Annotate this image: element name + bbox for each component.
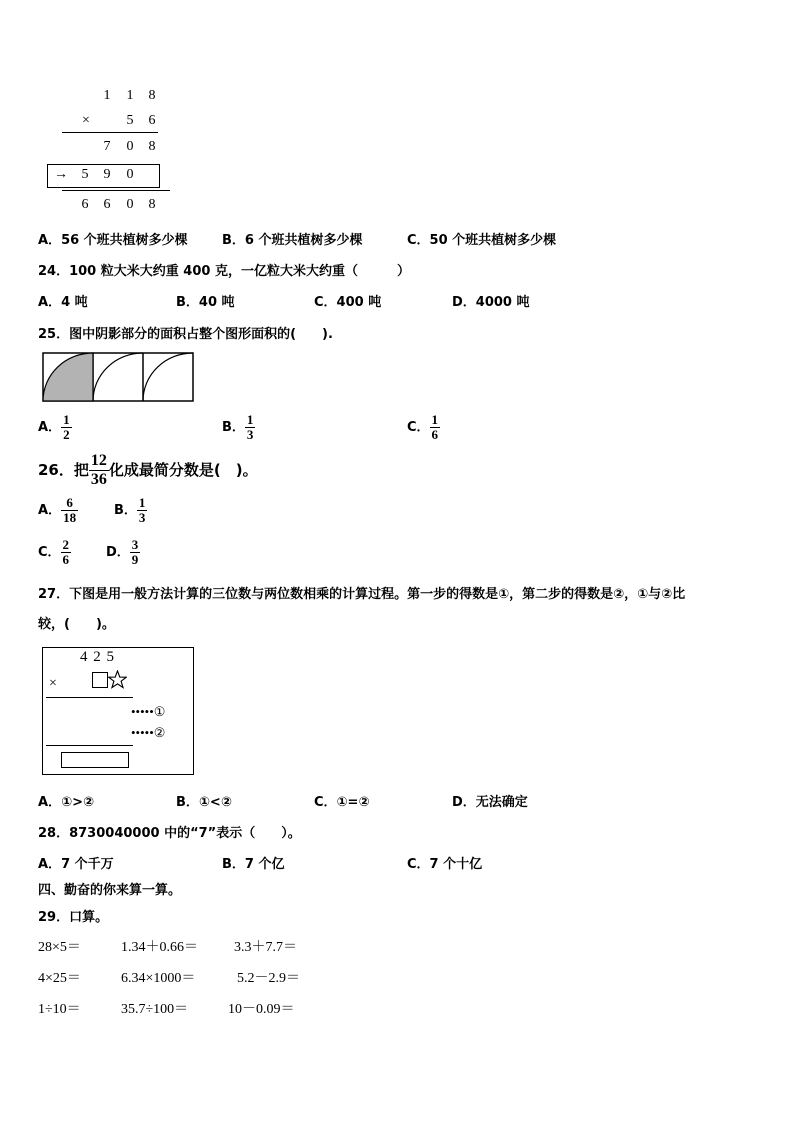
question-29-stem: 29．口算。 bbox=[38, 910, 109, 925]
numerator: 1 bbox=[63, 412, 70, 427]
digit: 5 bbox=[126, 113, 134, 128]
times-sign: × bbox=[82, 113, 90, 128]
fraction bbox=[130, 538, 141, 567]
question-26-stem bbox=[38, 452, 258, 489]
arith-item: 10－0.09＝ bbox=[228, 1002, 295, 1017]
numerator: 3 bbox=[131, 537, 139, 552]
denominator: 3 bbox=[246, 427, 254, 442]
rule-line bbox=[46, 745, 133, 746]
option-b[interactable] bbox=[176, 291, 235, 310]
option-text: 4 吨 bbox=[61, 295, 88, 310]
option-b[interactable] bbox=[222, 413, 255, 442]
option-letter: D． bbox=[452, 795, 476, 810]
option-a[interactable] bbox=[38, 791, 94, 810]
question-24-stem: 24．100 粒大米大约重 400 克，一亿粒大米大约重（ ） bbox=[38, 264, 410, 279]
option-letter: C． bbox=[314, 795, 337, 810]
option-text: 7 个千万 bbox=[61, 857, 114, 872]
option-b[interactable] bbox=[114, 496, 147, 525]
question-25-stem: 25．图中阴影部分的面积占整个图形面积的( ). bbox=[38, 327, 333, 342]
option-letter: A． bbox=[38, 857, 62, 872]
denominator: 6 bbox=[62, 552, 70, 567]
denominator: 6 bbox=[431, 427, 439, 442]
arith-item: 6.34×1000＝ bbox=[121, 971, 196, 986]
arith-item: 28×5＝ bbox=[38, 940, 81, 955]
arrow-icon: → bbox=[54, 167, 68, 182]
digit: 6 bbox=[81, 197, 89, 212]
option-text: 4000 吨 bbox=[475, 295, 530, 310]
option-d[interactable] bbox=[452, 791, 528, 810]
option-letter: A． bbox=[38, 420, 62, 435]
denominator: 2 bbox=[63, 427, 70, 442]
option-c[interactable] bbox=[38, 538, 71, 567]
blank-square bbox=[92, 672, 108, 688]
option-letter: B． bbox=[114, 503, 137, 518]
digit: 0 bbox=[126, 167, 134, 182]
digit: 1 bbox=[126, 88, 134, 103]
fraction bbox=[89, 452, 109, 489]
answer-box bbox=[61, 752, 129, 768]
section-title: 四、勤奋的你来算一算。 bbox=[38, 883, 182, 898]
option-letter: C． bbox=[314, 295, 337, 310]
option-letter: A． bbox=[38, 795, 62, 810]
option-text: 50 个班共植树多少棵 bbox=[429, 233, 557, 248]
option-c[interactable] bbox=[407, 413, 440, 442]
option-a[interactable] bbox=[38, 229, 188, 248]
option-a[interactable] bbox=[38, 496, 78, 525]
digit: 6 bbox=[103, 197, 111, 212]
shaded-squares-figure bbox=[42, 352, 194, 402]
option-a[interactable] bbox=[38, 291, 88, 310]
fraction bbox=[245, 413, 256, 442]
arith-item: 35.7÷100＝ bbox=[121, 1002, 189, 1017]
option-text: 7 个十亿 bbox=[429, 857, 483, 872]
option-text: 40 吨 bbox=[198, 295, 235, 310]
digit: 0 bbox=[126, 197, 134, 212]
arith-item: 5.2－2.9＝ bbox=[237, 971, 300, 986]
option-d[interactable] bbox=[452, 291, 530, 310]
denominator: 9 bbox=[131, 552, 139, 567]
option-a[interactable] bbox=[38, 413, 72, 442]
option-text: 6 个班共植树多少棵 bbox=[244, 233, 363, 248]
digit: 1 bbox=[103, 88, 111, 103]
fraction bbox=[430, 413, 441, 442]
numerator: 2 bbox=[62, 537, 70, 552]
numerator: 1 bbox=[431, 412, 439, 427]
arith-item: 3.3＋7.7＝ bbox=[234, 940, 297, 955]
option-letter: D． bbox=[106, 545, 130, 560]
digit: 8 bbox=[148, 88, 156, 103]
option-text: ①>② bbox=[61, 795, 94, 810]
rule-line bbox=[62, 132, 158, 133]
question-28-stem: 28．8730040000 中的“7”表示（ ）。 bbox=[38, 826, 301, 841]
arith-item: 1.34＋0.66＝ bbox=[121, 940, 198, 955]
option-c[interactable] bbox=[314, 291, 381, 310]
step2-label: •••••② bbox=[131, 725, 166, 740]
option-letter: B． bbox=[176, 295, 199, 310]
numerator: 12 bbox=[90, 452, 107, 469]
digit: 8 bbox=[148, 197, 156, 212]
option-d[interactable] bbox=[106, 538, 140, 567]
option-b[interactable] bbox=[222, 229, 363, 248]
denominator: 18 bbox=[63, 510, 77, 525]
option-letter: B． bbox=[222, 420, 245, 435]
question-27-stem-line2: 较，( )。 bbox=[38, 617, 115, 632]
arith-item: 4×25＝ bbox=[38, 971, 81, 986]
numerator: 1 bbox=[138, 495, 146, 510]
digit: 8 bbox=[148, 139, 156, 154]
option-b[interactable] bbox=[176, 791, 232, 810]
option-letter: C． bbox=[407, 857, 430, 872]
option-letter: B． bbox=[176, 795, 199, 810]
option-b[interactable] bbox=[222, 853, 285, 872]
digit: 6 bbox=[148, 113, 156, 128]
option-a[interactable] bbox=[38, 853, 114, 872]
option-letter: A． bbox=[38, 233, 62, 248]
denominator: 36 bbox=[90, 471, 107, 488]
option-letter: C． bbox=[38, 545, 61, 560]
digit: 7 bbox=[103, 139, 111, 154]
fraction bbox=[61, 413, 72, 442]
rule-line bbox=[46, 697, 133, 698]
fraction bbox=[137, 496, 148, 525]
option-c[interactable] bbox=[314, 791, 369, 810]
times-sign: × bbox=[49, 676, 57, 691]
stem-suffix: 化成最简分数是( )。 bbox=[108, 461, 258, 479]
option-letter: A． bbox=[38, 295, 62, 310]
option-letter: A． bbox=[38, 503, 62, 518]
rule-line bbox=[62, 190, 170, 191]
option-letter: C． bbox=[407, 420, 430, 435]
fraction bbox=[61, 496, 78, 525]
option-letter: D． bbox=[452, 295, 476, 310]
option-c[interactable] bbox=[407, 853, 482, 872]
digit: 9 bbox=[103, 167, 111, 182]
option-text: ①=② bbox=[336, 795, 370, 810]
option-text: 400 吨 bbox=[336, 295, 382, 310]
arith-item: 1÷10＝ bbox=[38, 1002, 81, 1017]
top-digits: 4 2 5 bbox=[80, 649, 115, 665]
question-27-stem-line1: 27．下图是用一般方法计算的三位数与两位数相乘的计算过程。第一步的得数是①，第二步的得数是②，①与②比 bbox=[38, 587, 686, 602]
digit: 5 bbox=[81, 167, 89, 182]
option-text: ①<② bbox=[198, 795, 232, 810]
fraction bbox=[61, 538, 72, 567]
numerator: 6 bbox=[61, 496, 78, 511]
option-letter: B． bbox=[222, 233, 245, 248]
option-c[interactable] bbox=[407, 229, 556, 248]
star-icon bbox=[108, 670, 127, 689]
stem-prefix: 26．把 bbox=[38, 461, 89, 479]
option-letter: B． bbox=[222, 857, 245, 872]
multiplication-figure bbox=[42, 647, 194, 775]
option-text: 56 个班共植树多少棵 bbox=[61, 233, 188, 248]
numerator: 1 bbox=[246, 412, 254, 427]
option-text: 无法确定 bbox=[475, 795, 528, 810]
denominator: 3 bbox=[138, 510, 146, 525]
option-letter: C． bbox=[407, 233, 430, 248]
digit: 0 bbox=[126, 139, 134, 154]
option-text: 7 个亿 bbox=[244, 857, 285, 872]
step1-label: •••••① bbox=[131, 704, 166, 719]
